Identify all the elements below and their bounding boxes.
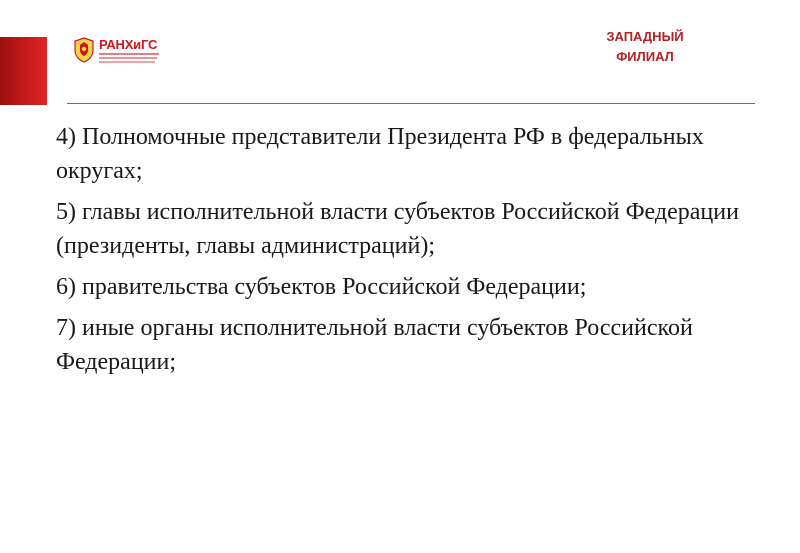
emblem-icon (73, 37, 95, 63)
ranepa-logo (73, 34, 183, 66)
slide-body (56, 120, 756, 386)
logo-subline (99, 61, 155, 63)
list-item: 6) правительства субъектов Российской Федерации; (56, 274, 587, 300)
branch-label-line2: ФИЛИАЛ (616, 49, 674, 64)
header-divider (67, 103, 755, 104)
list-item: 4) Полномочные представители Президента РФ в федеральных округах; (56, 124, 704, 184)
branch-label (575, 27, 715, 67)
logo-subline (99, 53, 159, 55)
logo-text-block (99, 38, 159, 63)
logo-name: РАНХиГС (99, 36, 158, 52)
branch-label-line1: ЗАПАДНЫЙ (606, 29, 684, 44)
list-item: 7) иные органы исполнительной власти субъектов Российской Федерации; (56, 315, 693, 375)
logo-subline (99, 57, 157, 59)
accent-bar (0, 37, 47, 105)
list-item: 5) главы исполнительной власти субъектов Российской Федерации (президенты, главы администраций); (56, 199, 739, 259)
